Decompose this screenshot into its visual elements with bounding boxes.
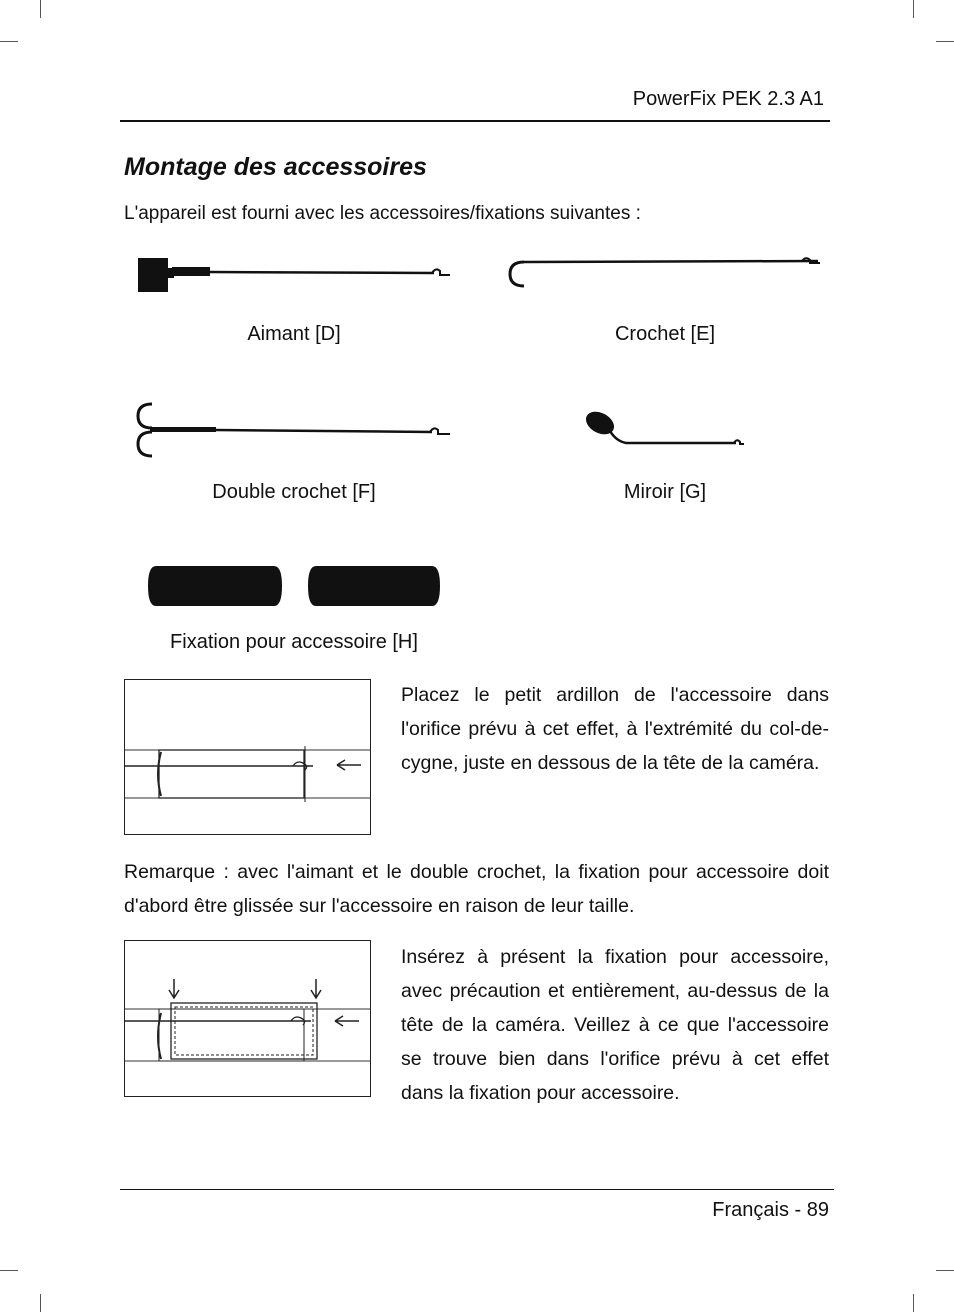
step-1-text: Placez le petit ardillon de l'accessoire dans l'orifice prévu à cet effet, à l'extrémité du col-de-cygne, juste en dessous de la tête de la caméra.: [401, 684, 829, 774]
accessory-label: Crochet [E]: [614, 323, 716, 345]
crop-mark: [936, 1270, 954, 1271]
figure-hook-insertion: [124, 679, 371, 835]
step-2-text: Insérez à présent la fixation pour accessoire, avec précaution et entièrement, au-dessus de la tête de la caméra. Veillez à ce que l'accessoire se trouve bien dans l'orifice prévu à cet effet dans la fixation pour accessoire.: [401, 946, 829, 1104]
hook-attachment-icon: [500, 252, 830, 294]
magnet-attachment-icon: [134, 252, 456, 298]
accessory-label: Aimant [D]: [247, 323, 341, 345]
accessory-label: Fixation pour accessoire [H]: [170, 631, 418, 653]
accessory-sleeve-icon: [146, 562, 442, 610]
section-title: Montage des accessoires: [124, 153, 427, 181]
crop-mark: [0, 41, 18, 42]
accessory-label: Double crochet [F]: [212, 481, 376, 503]
crop-mark: [40, 0, 41, 18]
crop-mark: [913, 0, 914, 18]
gooseneck-diagram-icon: [125, 680, 370, 834]
crop-mark: [913, 1294, 914, 1312]
crop-mark: [936, 41, 954, 42]
crop-mark: [0, 1270, 18, 1271]
header-rule: [120, 120, 830, 122]
figure-sleeve-insertion: [124, 940, 371, 1097]
accessory-label: Miroir [G]: [623, 481, 707, 503]
footer-rule: [120, 1189, 834, 1190]
double-hook-attachment-icon: [130, 400, 456, 462]
mirror-attachment-icon: [580, 405, 750, 453]
page-header: PowerFix PEK 2.3 A1: [632, 88, 824, 110]
page-number: Français - 89: [712, 1199, 829, 1221]
intro-text: L'appareil est fourni avec les accessoires/fixations suivantes :: [124, 203, 641, 224]
sleeve-diagram-icon: [125, 941, 370, 1096]
crop-mark: [40, 1294, 41, 1312]
note-text: Remarque : avec l'aimant et le double crochet, la fixation pour accessoire doit d'abord être glissée sur l'accessoire en raison de leur taille.: [124, 861, 829, 917]
